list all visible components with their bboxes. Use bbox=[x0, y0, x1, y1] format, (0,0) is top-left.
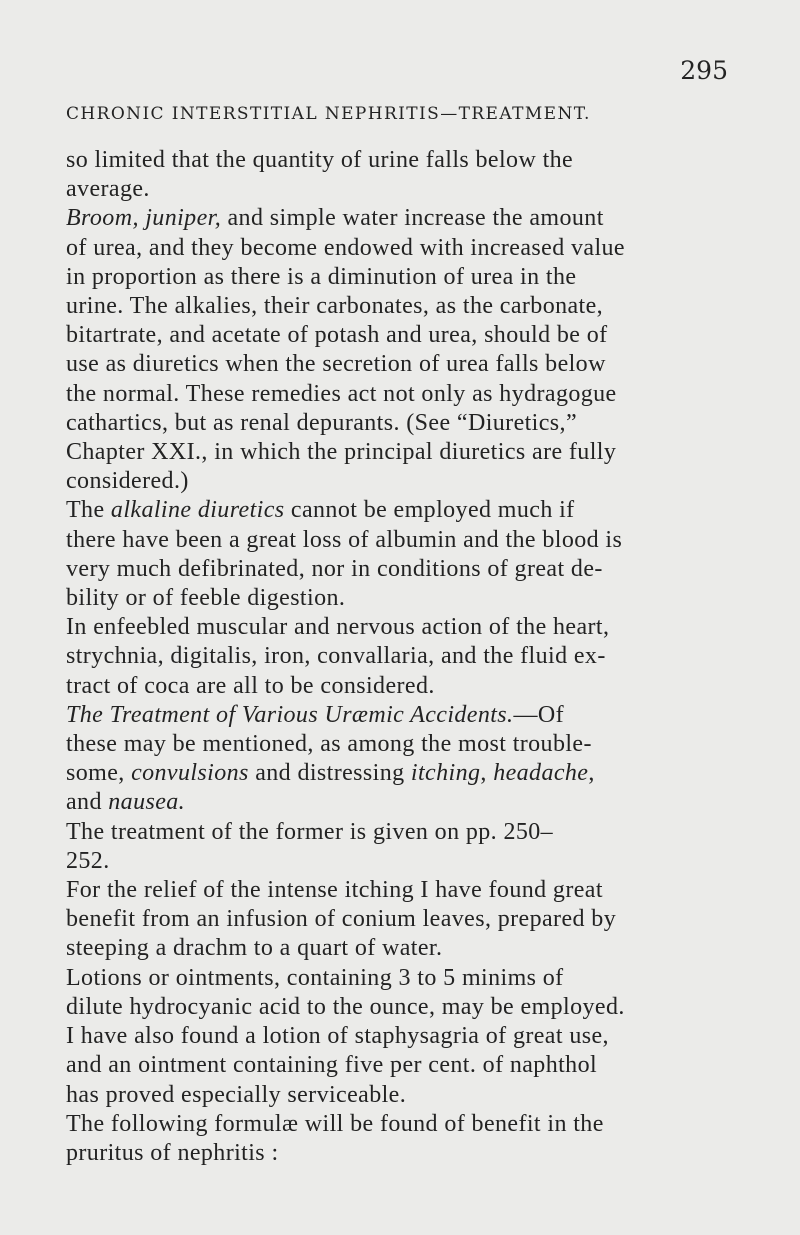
text-run: of urea, and they become endowed with increased value bbox=[66, 234, 625, 261]
text-run: In enfeebled muscular and nervous action of the heart, bbox=[66, 614, 610, 641]
text-line bbox=[66, 584, 738, 613]
text-line bbox=[66, 1081, 738, 1110]
text-run: use as diuretics when the secretion of urea falls below bbox=[66, 351, 606, 378]
paragraph bbox=[66, 146, 738, 204]
text-run: The treatment of the former is given on pp. 250– bbox=[66, 818, 554, 845]
text-line bbox=[66, 292, 738, 321]
text-run: The bbox=[66, 497, 111, 524]
text-run: these may be mentioned, as among the most trouble- bbox=[66, 731, 592, 758]
text-run: and distressing bbox=[248, 760, 411, 787]
text-run: pruritus of nephritis : bbox=[66, 1139, 279, 1166]
text-run: , bbox=[588, 760, 595, 787]
italic-text: Broom, juniper, bbox=[66, 205, 222, 232]
paragraph bbox=[66, 1110, 738, 1168]
italic-text: convulsions bbox=[131, 760, 249, 787]
text-run: bitartrate, and acetate of potash and urea, should be of bbox=[66, 322, 608, 349]
paragraph bbox=[66, 204, 738, 496]
text-line bbox=[66, 263, 738, 292]
text-line bbox=[66, 438, 738, 467]
text-run: very much defibrinated, nor in conditions of great de- bbox=[66, 555, 603, 582]
text-line bbox=[66, 555, 738, 584]
italic-text: itching bbox=[410, 760, 481, 787]
text-run: The following formulæ will be found of benefit in the bbox=[66, 1110, 604, 1137]
paragraph bbox=[66, 818, 738, 876]
paragraph-group bbox=[66, 204, 738, 1168]
paragraph bbox=[66, 964, 738, 1110]
text-line bbox=[66, 380, 738, 409]
text-run: the normal. These remedies act not only as hydragogue bbox=[66, 380, 617, 407]
text-line bbox=[66, 1051, 738, 1080]
text-line bbox=[66, 759, 738, 788]
body-text bbox=[66, 146, 738, 1168]
text-run: has proved especially serviceable. bbox=[66, 1081, 407, 1108]
text-run: cannot be employed much if bbox=[284, 497, 575, 524]
text-line bbox=[66, 409, 738, 438]
text-line: average. bbox=[66, 176, 150, 203]
text-line bbox=[66, 321, 738, 350]
text-line bbox=[66, 613, 738, 642]
text-line bbox=[66, 964, 738, 993]
text-run: For the relief of the intense itching I have found great bbox=[66, 877, 603, 904]
text-run: there have been a great loss of albumin and the blood is bbox=[66, 526, 623, 553]
text-run: considered.) bbox=[66, 468, 189, 495]
text-run: urine. The alkalies, their carbonates, as the carbonate, bbox=[66, 293, 604, 320]
text-line bbox=[66, 818, 738, 847]
book-page bbox=[66, 56, 738, 1166]
text-run: steeping a drachm to a quart of water. bbox=[66, 935, 443, 962]
text-line bbox=[66, 1022, 738, 1051]
text-line: so limited that the quantity of urine falls below the bbox=[66, 147, 574, 173]
text-run: dilute hydrocyanic acid to the ounce, may be employed. bbox=[66, 993, 625, 1020]
paragraph bbox=[66, 876, 738, 964]
text-line bbox=[66, 672, 738, 701]
text-line bbox=[66, 847, 738, 876]
italic-text: nausea. bbox=[108, 789, 186, 816]
text-run: and an ointment containing five per cent. of naphthol bbox=[66, 1052, 598, 1079]
text-line bbox=[66, 350, 738, 379]
text-run: and simple water increase the amount bbox=[221, 205, 604, 232]
text-line bbox=[66, 876, 738, 905]
paragraph bbox=[66, 496, 738, 613]
text-run: Lotions or ointments, containing 3 to 5 minims of bbox=[66, 964, 564, 991]
italic-text: headache bbox=[493, 760, 589, 787]
text-line bbox=[66, 642, 738, 671]
text-line bbox=[66, 234, 738, 263]
text-line bbox=[66, 467, 738, 496]
text-run: Chapter XXI., in which the principal diuretics are fully bbox=[66, 439, 617, 466]
text-run: cathartics, but as renal depurants. (See “Diuretics,” bbox=[66, 409, 577, 436]
text-run: bility or of feeble digestion. bbox=[66, 585, 346, 612]
text-line bbox=[66, 993, 738, 1022]
paragraph bbox=[66, 613, 738, 701]
text-run: and bbox=[66, 789, 109, 816]
text-line bbox=[66, 934, 738, 963]
text-line bbox=[66, 526, 738, 555]
text-run: strychnia, digitalis, iron, convallaria, and the fluid ex- bbox=[66, 643, 606, 670]
text-line bbox=[66, 788, 738, 817]
running-head: CHRONIC INTERSTITIAL NEPHRITIS—TREATMENT. bbox=[66, 104, 591, 124]
text-run: 252. bbox=[66, 847, 110, 874]
text-run: tract of coca are all to be considered. bbox=[66, 672, 435, 699]
text-line bbox=[66, 1110, 738, 1139]
italic-text: alkaline diuretics bbox=[110, 497, 285, 524]
text-run: —Of bbox=[513, 701, 564, 728]
text-run: I have also found a lotion of staphysagria of great use, bbox=[66, 1023, 609, 1050]
page-header bbox=[66, 56, 738, 124]
text-line bbox=[66, 730, 738, 759]
text-line bbox=[66, 905, 738, 934]
text-run: benefit from an infusion of conium leaves, prepared by bbox=[66, 906, 617, 933]
page-number: 295 bbox=[680, 56, 728, 85]
text-line bbox=[66, 496, 738, 525]
text-line bbox=[66, 204, 738, 233]
paragraph bbox=[66, 701, 738, 818]
text-run: some, bbox=[66, 760, 132, 787]
text-run: , bbox=[480, 760, 494, 787]
text-line bbox=[66, 1139, 738, 1168]
italic-text: The Treatment of Various Uræmic Accidents. bbox=[66, 701, 514, 728]
text-line bbox=[66, 701, 738, 730]
text-run: in proportion as there is a diminution of urea in the bbox=[66, 263, 577, 290]
